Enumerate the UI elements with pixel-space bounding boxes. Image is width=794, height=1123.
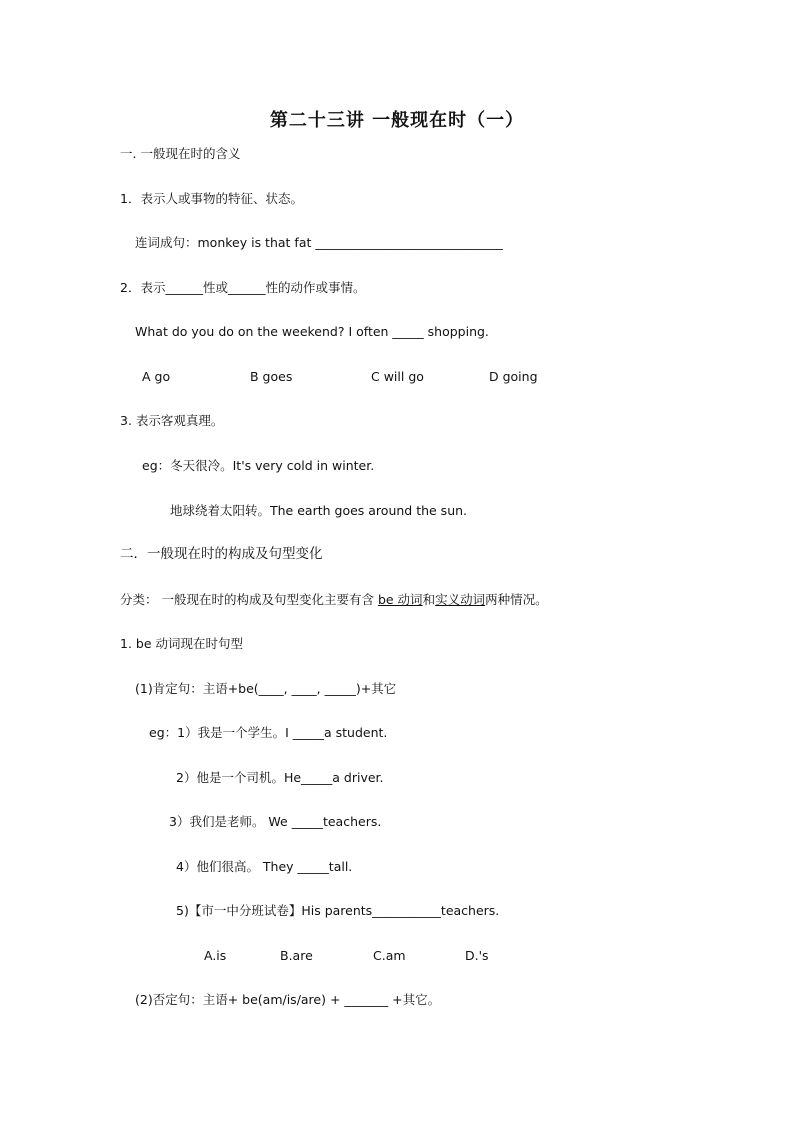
item-3-text: 3. 表示客观真理。 (120, 413, 224, 428)
item-3-example-1: eg：冬天很冷。It's very cold in winter. (142, 458, 375, 473)
section-2-heading: 二．一般现在时的构成及句型变化 (120, 546, 323, 562)
sub-heading-be-verb: 1. be 动词现在时句型 (120, 636, 243, 651)
item-2-text: 2．表示______性或______性的动作或事情。 (120, 280, 366, 295)
section-1-heading: 一. 一般现在时的含义 (120, 146, 241, 161)
example-5: 5)【市一中分班试卷】His parents___________teachers. (176, 903, 500, 918)
classification-text (120, 592, 548, 608)
page-title: 第二十三讲 一般现在时（一） (269, 110, 525, 131)
example-2: 2）他是一个司机。He_____a driver. (176, 770, 384, 785)
be-verb-term: be 动词 (377, 592, 423, 607)
negative-rule: (2)否定句：主语+ be(am/is/are) + _______ +其它。 (135, 992, 441, 1007)
option-a: A go (142, 369, 171, 384)
item-2-question: What do you do on the weekend? I often _____ shopping. (135, 324, 489, 339)
option-c: C will go (371, 369, 424, 384)
ex5-option-d: D.'s (465, 948, 489, 963)
ex5-option-b: B.are (280, 948, 313, 963)
item-3-example-2: 地球绕着太阳转。The earth goes around the sun. (170, 503, 468, 518)
classification-prefix: 分类： 一般现在时的构成及句型变化主要有含 (120, 592, 378, 607)
classification-and: 和 (422, 592, 436, 607)
example-1: eg：1）我是一个学生。I _____a student. (149, 725, 388, 740)
ex5-option-a: A.is (204, 948, 227, 963)
option-d: D going (489, 369, 538, 384)
affirmative-rule: (1)肯定句：主语+be(____, ____, _____)+其它 (135, 681, 397, 696)
ex5-option-c: C.am (373, 948, 406, 963)
classification-suffix: 两种情况。 (485, 592, 548, 607)
real-verb-term: 实义动词 (435, 592, 486, 607)
option-b: B goes (250, 369, 293, 384)
item-1-exercise: 连词成句：monkey is that fat ______________________________ (135, 235, 503, 250)
example-3: 3）我们是老师。 We _____teachers. (169, 814, 382, 829)
item-1-text: 1．表示人或事物的特征、状态。 (120, 191, 303, 206)
example-4: 4）他们很高。 They _____tall. (176, 859, 353, 874)
